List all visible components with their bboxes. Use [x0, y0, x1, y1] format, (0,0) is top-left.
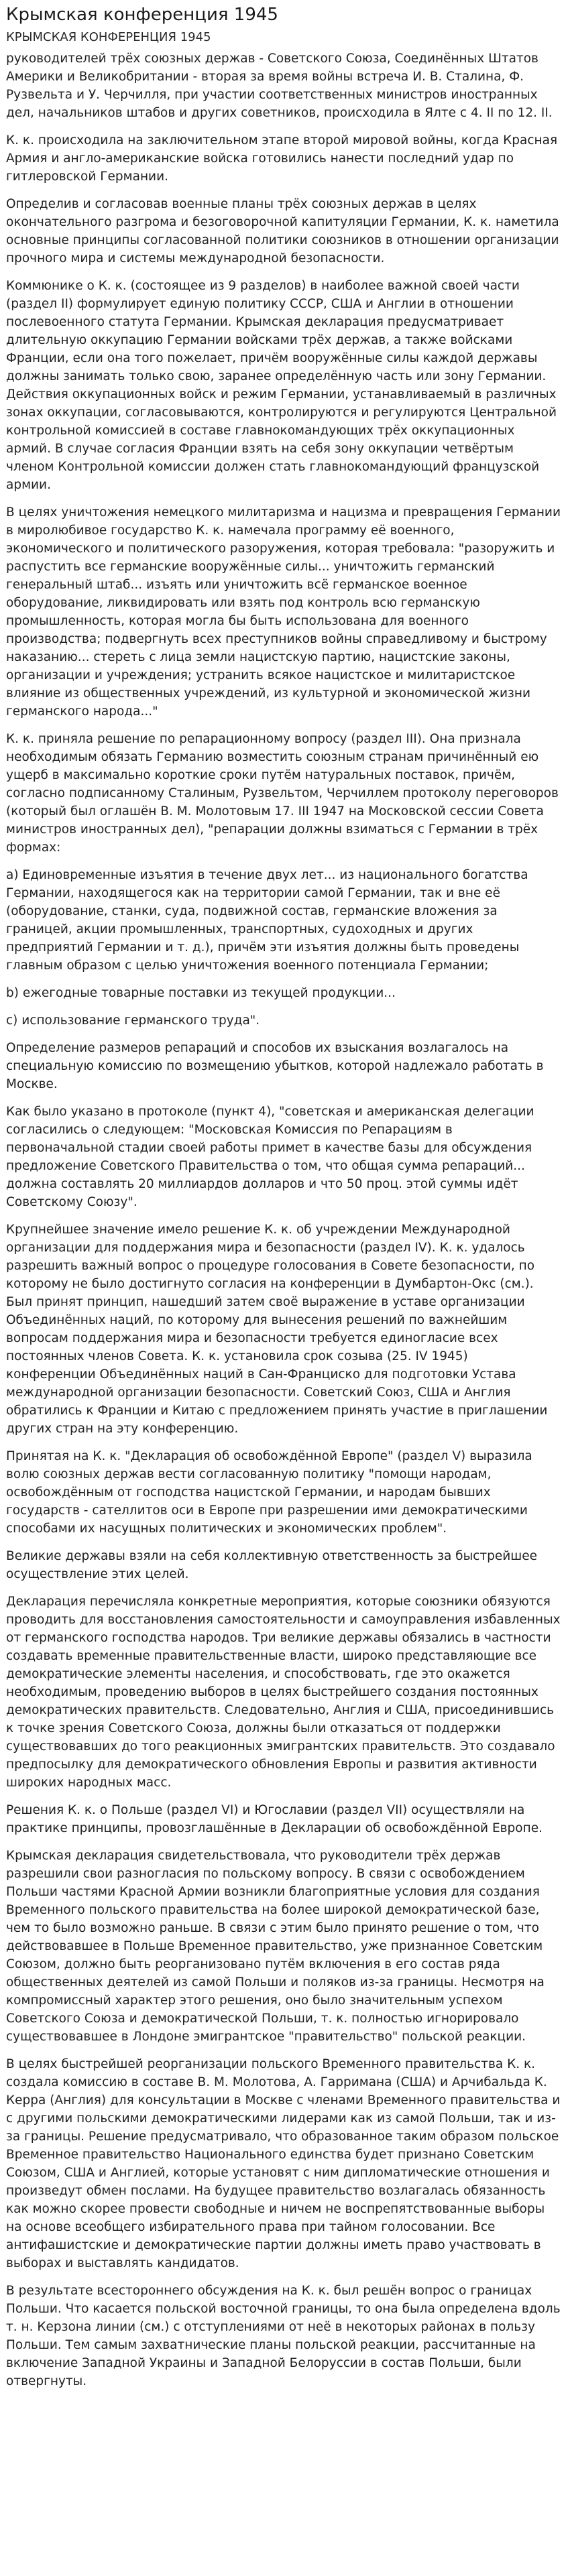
- article-paragraph: руководителей трёх союзных держав - Советского Союза, Соединённых Штатов Америки и Великобритании - вторая за время войны встреча И. В. Сталина, Ф. Рузвельта и У. Черчилля, при участии соответственных министров иностранных дел, начальников штабов и других советников, происходила в Ялте с 4. II по 12. II.: [6, 52, 553, 120]
- article-paragraph: Крупнейшее значение имело решение К. к. об учреждении Международной организации для поддержания мира и безопасности (раздел IV). К. к. удалось разрешить важный вопрос о процедуре голосования в Совете безопасности, по которому не было достигнуто согласия на конференции в Думбартон-Окс (см.). Был принят принцип, нашедший затем своё выражение в уставе организации Объединённых наций, по которому для вынесения решений по важнейшим вопросам поддержания мира и безопасности требуется единогласие всех постоянных членов Совета. К. к. установила срок созыва (25. IV 1945) конференции Объединённых наций в Сан-Франциско для подготовки Устава международной организации безопасности. Советский Союз, США и Англия обратились к Франции и Китаю с предложением принять участие в приглашении других стран на эту конференцию.: [6, 1223, 548, 1436]
- article-paragraph: b) ежегодные товарные поставки из текущей продукции...: [6, 986, 396, 1000]
- article-paragraph: Коммюнике о К. к. (состоящее из 9 разделов) в наиболее важной своей части (раздел II) формулирует единую политику СССР, США и Англии в отношении послевоенного статута Германии. Крымская декларация предусматривает длительную оккупацию Германии войсками трёх держав, а также войсками Франции, если она того пожелает, причём вооружённые силы каждой державы должны занимать только свою, заранее определённую часть или зону Германии. Действия оккупационных войск и режим Германии, устанавливаемый в различных зонах оккупации, согласовываются, контролируются и регулируются Центральной контрольной комиссией в составе главнокомандующих трёх оккупационных армий. В случае согласия Франции взять на себя зону оккупации четвёртым членом Контрольной комиссии должен стать главнокомандующий французской армии.: [6, 279, 557, 492]
- article-paragraph: а) Единовременные изъятия в течение двух лет... из национального богатства Германии, находящегося как на территории самой Германии, так и вне её (оборудование, станки, суда, подвижной состав, германские вложения за границей, акции промышленных, транспортных, судоходных и других предприятий Германии и т. д.), причём эти изъятия должны быть проведены главным образом с целью уничтожения военного потенциала Германии;: [6, 868, 528, 973]
- article-paragraph: Крымская декларация свидетельствовала, что руководители трёх держав разрешили свои разногласия по польскому вопросу. В связи с освобождением Польши частями Красной Армии возникли благоприятные условия для создания Временного польского правительства на более широкой демократической базе, чем то было возможно раньше. В связи с этим было принято решение о том, что действовавшее в Польше Временное правительство, уже признанное Советским Союзом, должно быть реорганизовано путём включения в его состав ряда общественных деятелей из самой Польши и поляков из-за границы. Несмотря на компромиссный характер этого решения, оно было значительным успехом Советского Союза и демократической Польши, т. к. полностью игнорировало существовавшее в Лондоне эмигрантское "правительство" польской реакции.: [6, 1849, 545, 2044]
- article-paragraph: Решения К. к. о Польше (раздел VI) и Югославии (раздел VII) осуществляли на практике принципы, провозглашённые в Декларации об освобождённой Европе.: [6, 1803, 543, 1835]
- article-body: [6, 50, 561, 2390]
- article-paragraph: Принятая на К. к. "Декларация об освобождённой Европе" (раздел V) выразила волю союзных держав вести согласованную политику "помощи народам, освобождённым от господства нацистской Германии, и народам бывших государств - сателлитов оси в Европе при разрешении ими демократическими способами их насущных политических и экономических проблем".: [6, 1449, 532, 1536]
- article-paragraph: В целях уничтожения немецкого милитаризма и нацизма и превращения Германии в миролюбивое государство К. к. намечала программу её военного, экономического и политического разоружения, которая требовала: "разоружить и распустить все германские вооружённые силы... уничтожить германский генеральный штаб... изъять или уничтожить всё германское военное оборудование, ликвидировать или взять под контроль всю германскую промышленность, которая могла бы быть использована для военного производства; подвергнуть всех преступников войны справедливому и быстрому наказанию... стереть с лица земли нацистскую партию, нацистские законы, организации и учреждения; устранить всякое нацистское и милитаристское влияние из общественных учреждений, из культурной и экономической жизни германского народа...": [6, 505, 561, 719]
- article-paragraph: К. к. приняла решение по репарационному вопросу (раздел III). Она признала необходимым обязать Германию возместить союзным странам причинённый ею ущерб в максимально короткие сроки путём натуральных поставок, причём, согласно подписанному Сталиным, Рузвельтом, Черчиллем протоколу переговоров (который был оглашён В. М. Молотовым 17. III 1947 на Московской сессии Совета министров иностранных дел), "репарации должны взиматься с Германии в трёх формах:: [6, 732, 559, 855]
- article-paragraph: В целях быстрейшей реорганизации польского Временного правительства К. к. создала комиссию в составе В. М. Молотова, А. Гарримана (США) и Арчибальда К. Керра (Англия) для консультации в Москве с членами Временного правительства и с другими польскими демократическими лидерами как из самой Польши, так и из-за границы. Решение предусматривало, что образованное таким образом польское Временное правительство Национального единства будет признано Советским Союзом, США и Англией, которые установят с ним дипломатические отношения и произведут обмен послами. На будущее правительство возлагалась обязанность как можно скорее провести свободные и ничем не воспрепятствованные выборы на основе всеобщего избирательного права при тайном голосовании. Все антифашистские и демократические партии должны иметь право участвовать в выборах и выставлять кандидатов.: [6, 2057, 561, 2270]
- article-paragraph: Декларация перечисляла конкретные мероприятия, которые союзники обязуются проводить для восстановления самостоятельности и самоуправления избавленных от германского господства народов. Три великие державы обязались в частности создавать временные правительственные власти, широко представляющие все демократические элементы населения, и способствовать, где это окажется необходимым, проведению выборов в целях быстрейшего создания постоянных демократических правительств. Следовательно, Англия и США, присоединившись к точке зрения Советского Союза, должны были отказаться от поддержки существовавших до того реакционных эмигрантских правительств. Это создавало предпосылку для демократического обновления Европы и развития активности широких народных масс.: [6, 1595, 561, 1790]
- article-paragraph: c) использование германского труда".: [6, 1014, 260, 1028]
- article-paragraph: Определив и согласовав военные планы трёх союзных держав в целях окончательного разгрома и безоговорочной капитуляции Германии, К. к. наметила основные принципы согласованной политики союзников в отношении организации прочного мира и системы международной безопасности.: [6, 197, 559, 265]
- article-paragraph: К. к. происходила на заключительном этапе второй мировой войны, когда Красная Армия и англо-американские войска готовились нанести последний удар по гитлеровской Германии.: [6, 133, 558, 184]
- article-paragraph: Как было указано в протоколе (пункт 4), "советская и американская делегации согласились о следующем: "Московская Комиссия по Репарациям в первоначальной стадии своей работы примет в качестве базы для обсуждения предложение Советского Правительства о том, что общая сумма репараций... должна составлять 20 миллиардов долларов и что 50 проц. этой суммы идёт Советскому Союзу".: [6, 1105, 534, 1209]
- article-paragraph: Великие державы взяли на себя коллективную ответственность за быстрейшее осуществление этих целей.: [6, 1549, 537, 1581]
- article-paragraph: В результате всестороннего обсуждения на К. к. был решён вопрос о границах Польши. Что касается польской восточной границы, то она была определена вдоль т. н. Керзона линии (см.) с отступлениями от неё в некоторых районах в пользу Польши. Тем самым захватнические планы польской реакции, рассчитанные на включение Западной Украины и Западной Белоруссии в состав Польши, были отвергнуты.: [6, 2284, 561, 2388]
- page-title: Крымская конференция 1945: [6, 5, 278, 25]
- article-paragraph: Определение размеров репараций и способов их взыскания возлагалось на специальную комиссию по возмещению убытков, которой надлежало работать в Москве.: [6, 1041, 544, 1091]
- article-subtitle: КРЫМСКАЯ КОНФЕРЕНЦИЯ 1945: [6, 30, 211, 44]
